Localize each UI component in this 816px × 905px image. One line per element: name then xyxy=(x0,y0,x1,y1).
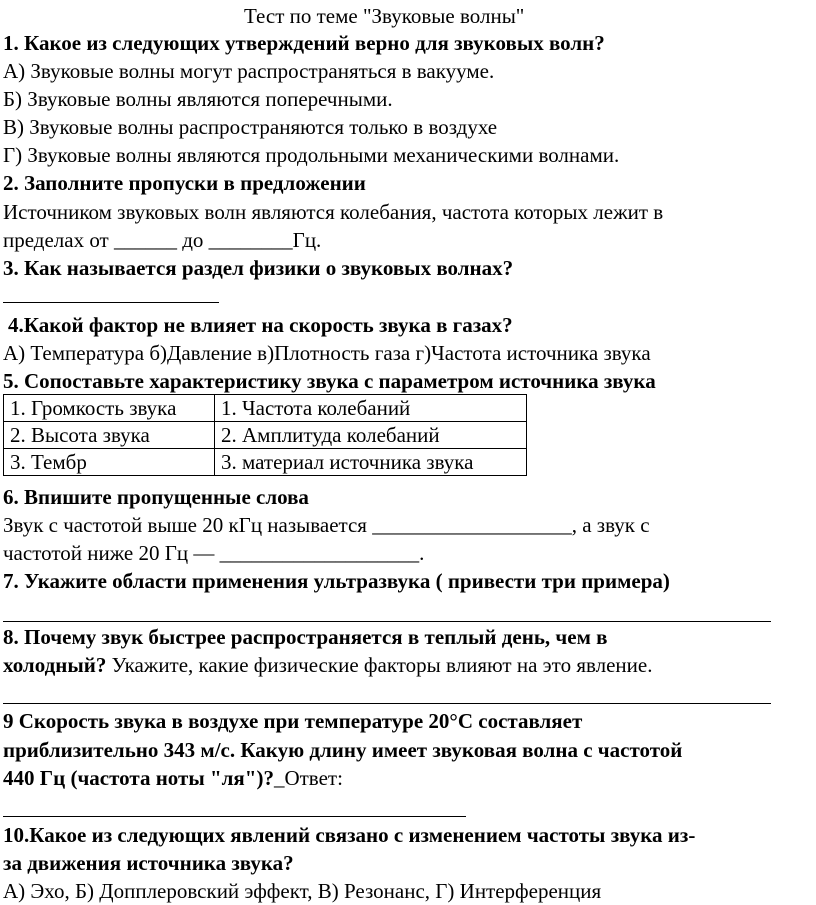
question-9-bold-part: 440 Гц (частота ноты "ля")? xyxy=(3,766,274,790)
question-8-normal-part: Укажите, какие физические факторы влияют на это явление. xyxy=(106,653,653,677)
question-10-options: А) Эхо, Б) Допплеровский эффект, В) Резонанс, Г) Интерференция xyxy=(3,879,602,903)
question-5: 5. Сопоставьте характеристику звука с параметром источника звука xyxy=(3,369,656,393)
question-3: 3. Как называется раздел физики о звуковых волнах? xyxy=(3,256,514,280)
question-1-option-a: А) Звуковые волны могут распространяться в вакууме. xyxy=(3,59,495,83)
question-2-sentence-line-1: Источником звуковых волн являются колебания, частота которых лежит в xyxy=(3,200,664,224)
question-6-line-2: частотой ниже 20 Гц — ___________________. xyxy=(3,541,425,565)
question-9-line-2: приблизительно 343 м/с. Какую длину имеет звуковая волна с частотой xyxy=(3,738,683,762)
question-7-answer-line xyxy=(3,621,771,622)
question-4: 4.Какой фактор не влияет на скорость звука в газах? xyxy=(8,313,513,337)
table-row xyxy=(4,395,527,422)
question-2: 2. Заполните пропуски в предложении xyxy=(3,171,366,195)
table-cell: 3. Тембр xyxy=(4,449,215,476)
question-2-sentence-line-2: пределах от ______ до ________Гц. xyxy=(3,228,322,252)
table-cell: 3. материал источника звука xyxy=(215,449,527,476)
question-8-line-2 xyxy=(3,652,652,679)
question-10-line-1: 10.Какое из следующих явлений связано с изменением частоты звука из- xyxy=(3,823,696,847)
question-9-answer-label: _Ответ: xyxy=(273,766,343,790)
question-1-option-c: В) Звуковые волны распространяются только в воздухе xyxy=(3,115,498,139)
question-3-answer-line xyxy=(3,302,219,303)
question-1-option-d: Г) Звуковые волны являются продольными механическими волнами. xyxy=(3,143,620,167)
table-cell: 2. Амплитуда колебаний xyxy=(215,422,527,449)
table-cell: 2. Высота звука xyxy=(4,422,215,449)
question-4-options: А) Температура б)Давление в)Плотность газа г)Частота источника звука xyxy=(3,341,651,365)
question-9-line-3 xyxy=(3,765,343,792)
table-cell: 1. Громкость звука xyxy=(4,395,215,422)
question-9-answer-line xyxy=(3,816,466,817)
question-6-line-1: Звук с частотой выше 20 кГц называется ___________________, а звук с xyxy=(3,513,650,537)
question-6: 6. Впишите пропущенные слова xyxy=(3,485,309,509)
table-row xyxy=(4,422,527,449)
question-9-line-1: 9 Скорость звука в воздухе при температуре 20°C составляет xyxy=(3,709,583,733)
test-title: Тест по теме "Звуковые волны" xyxy=(244,4,525,28)
matching-table xyxy=(3,394,527,476)
question-8-line-1: 8. Почему звук быстрее распространяется в теплый день, чем в xyxy=(3,625,608,649)
table-cell: 1. Частота колебаний xyxy=(215,395,527,422)
question-7: 7. Укажите области применения ультразвука ( привести три примера) xyxy=(3,569,670,593)
question-8-bold-part: холодный? xyxy=(3,653,107,677)
question-8-answer-line xyxy=(3,703,771,704)
question-1-option-b: Б) Звуковые волны являются поперечными. xyxy=(3,87,393,111)
question-1: 1. Какое из следующих утверждений верно для звуковых волн? xyxy=(3,31,605,55)
question-10-line-2: за движения источника звука? xyxy=(3,851,294,875)
table-row xyxy=(4,449,527,476)
